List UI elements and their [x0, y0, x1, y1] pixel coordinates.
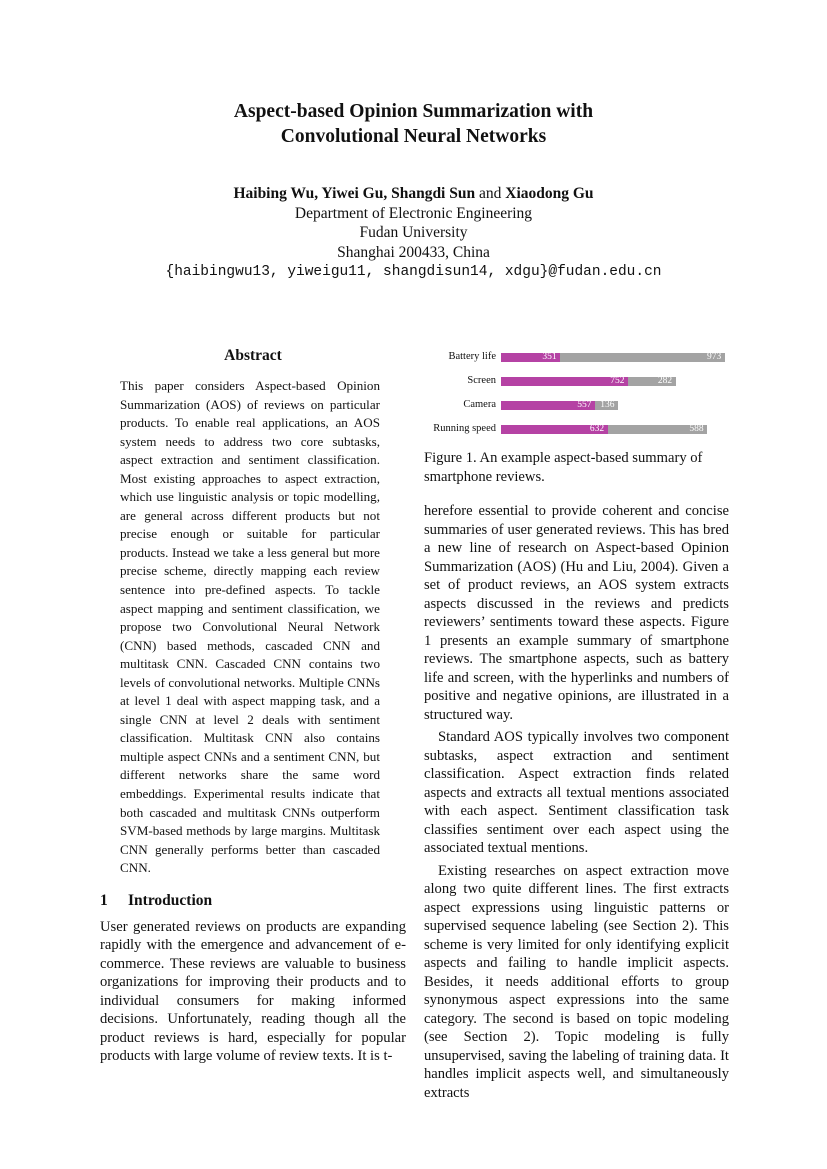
right-column: [424, 345, 729, 1102]
bar-negative-value-3: 588: [689, 424, 704, 434]
bar-positive-value-1: 752: [610, 376, 625, 386]
section-heading-introduction: [100, 890, 406, 912]
author-block: [0, 184, 827, 283]
figure-1-chart: [424, 345, 729, 445]
address: Shanghai 200433, China: [337, 243, 490, 261]
figure-caption: Figure 1. An example aspect-based summary of smartphone reviews.: [424, 450, 703, 485]
bar-label-3: Running speed: [433, 423, 496, 434]
bar-negative-0: [560, 353, 725, 362]
right-paragraph-3: Existing researches on aspect extraction move along two quite different lines. The first extracts aspect expressions using linguistic patterns or supervised sequence labeling (see Section 2). This scheme is very limited for only identifying explicit aspects and failing to handle implicit aspects. Besides, it needs additional efforts to group synonymous aspect expressions into the same category. The second is based on topic modeling (see Section 2). Topic modeling is fully unsupervised, saving the labeling of training data. It handles implicit aspects well, and simultaneously extracts: [424, 862, 729, 1101]
right-paragraph-1: herefore essential to provide coherent and concise summaries of user generated reviews. This has bred a new line of research on Aspect-based Opinion Summarization (AOS) (Hu and Liu, 2004). Given a set of product reviews, an AOS system extracts aspects discussed in the reviews and predicts reviewers’ sentiments toward these aspects. Figure 1 presents an example summary of smartphone reviews. The smartphone aspects, such as battery life and screen, with the hyperlinks and numbers of positive and negative opinions, are illustrated in a structured way.: [424, 503, 729, 723]
bar-negative-value-1: 282: [657, 376, 673, 386]
bar-negative-value-2: 136: [600, 400, 615, 410]
bar-label-0: Battery life: [448, 351, 496, 362]
department: Department of Electronic Engineering: [294, 204, 533, 222]
bar-positive-value-0: 351: [542, 352, 557, 362]
author-and: and: [475, 185, 506, 202]
email: {haibingwu13, yiweigu11, shangdisun14, xdgu}@fudan.edu.cn: [165, 264, 662, 280]
bar-positive-value-2: 557: [577, 400, 592, 410]
section-title: Introduction: [128, 891, 213, 909]
title-line-2: Convolutional Neural Networks: [280, 126, 547, 147]
author-names: [0, 184, 827, 204]
abstract-heading: Abstract: [224, 347, 282, 364]
bar-positive-1: [501, 377, 628, 386]
title-line-1: Aspect-based Opinion Summarization with: [233, 101, 594, 122]
author-names-last: Xiaodong Gu: [505, 185, 594, 202]
author-names-main: Haibing Wu, Yiwei Gu, Shangdi Sun: [233, 185, 476, 202]
paper-title: [0, 99, 827, 149]
bar-label-2: Camera: [463, 399, 496, 410]
left-column: [100, 345, 406, 1066]
right-paragraph-2: Standard AOS typically involves two component subtasks, aspect extraction and sentiment classification. Aspect extraction finds related aspects and extracts all textual mentions associated with each aspect. Sentiment classification task classifies sentiment over each aspect using the associated textual mentions.: [424, 729, 729, 856]
bar-label-1: Screen: [467, 375, 496, 386]
bar-positive-value-3: 632: [589, 424, 605, 434]
bar-negative-value-0: 973: [707, 352, 722, 362]
university: Fudan University: [359, 224, 468, 241]
section-number: 1: [100, 891, 108, 909]
abstract-text: This paper considers Aspect-based Opinion Summarization (AOS) of reviews on particular products. To enable real applications, an AOS system needs to address two core subtasks, aspect extraction and sentiment classification. Most existing approaches to aspect extraction, which use linguistic analysis or topic modelling, are general across different products but not precise enough or suitable for particular products. Instead we take a less general but more precise scheme, directly mapping each review sentence into pre-defined aspects. To tackle aspect mapping and sentiment classification, we propose two Convolutional Neural Network (CNN) based methods, cascaded CNN and multitask CNN. Cascaded CNN contains two levels of convolutional networks. Multiple CNNs at level 1 deal with aspect mapping task, and a single CNN at level 2 deals with sentiment classification. Multitask CNN also contains multiple aspect CNNs and a sentiment CNN, but different networks share the same word embeddings. Experimental results indicate that both cascaded and multitask CNNs outperform SVM-based methods by large margins. Multitask CNN generally performs better than cascaded CNN.: [120, 378, 380, 876]
intro-paragraph-1: User generated reviews on products are expanding rapidly with the emergence and advancement of e-commerce. These reviews are valuable to business organizations for improving their products and to individual consumers for making informed decisions. Unfortunately, reading though all the product reviews is hard, especially for popular products with large volume of review texts. It is t-: [100, 918, 406, 1065]
